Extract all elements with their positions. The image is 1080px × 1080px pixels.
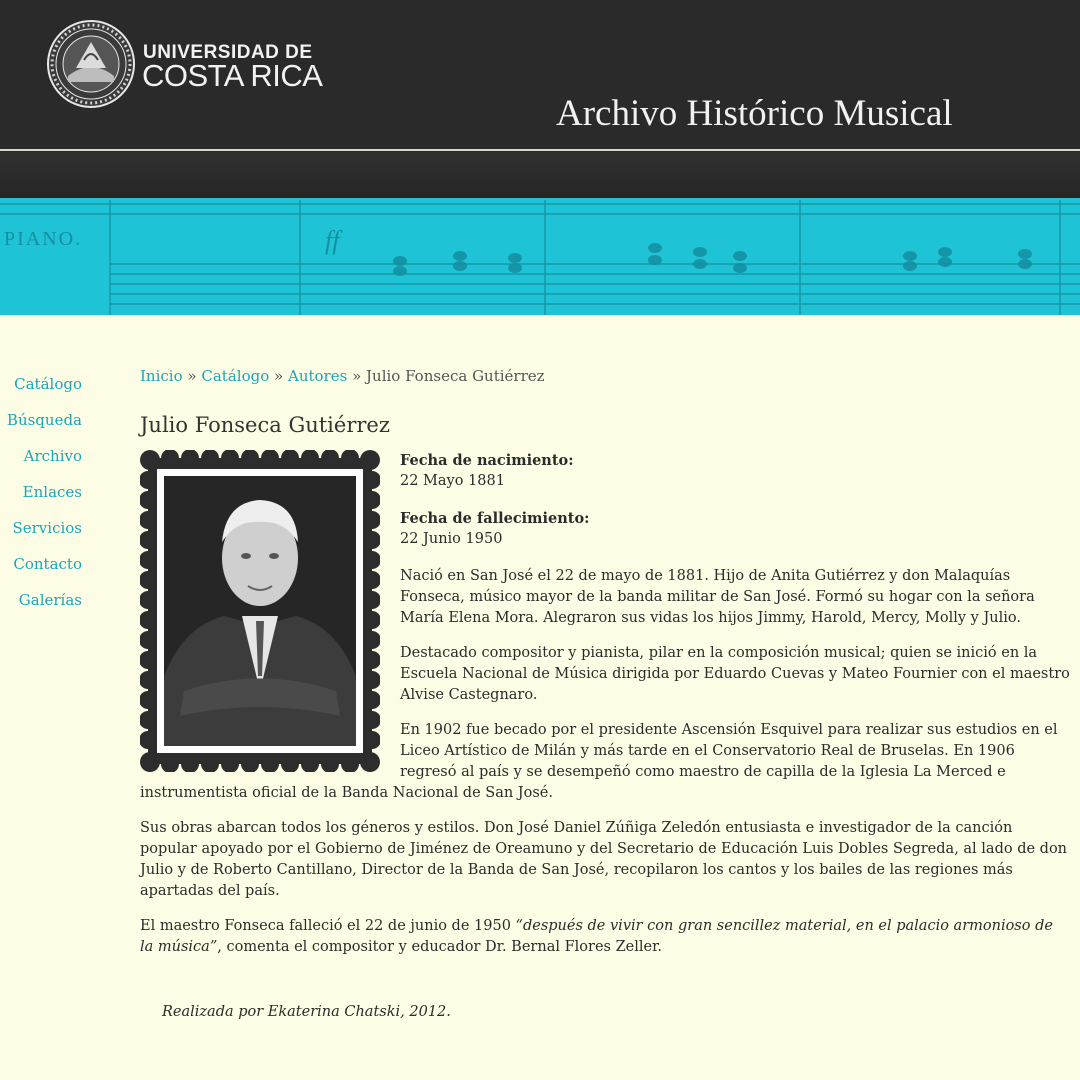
portrait-frame (140, 450, 380, 772)
breadcrumb-autores-link[interactable]: Autores (287, 367, 348, 385)
article-body (140, 450, 1070, 958)
composer-portrait-photo (164, 476, 356, 746)
birth-date-value: 22 Mayo 1881 (400, 473, 505, 489)
breadcrumb-inicio-link[interactable]: Inicio (140, 367, 183, 385)
bio-quote: “después de vivir con gran sencillez material, en el palacio armonioso de la música” (140, 918, 1053, 955)
page-title: Julio Fonseca Gutiérrez (140, 413, 390, 437)
university-name-line2[interactable]: COSTA RICA (142, 58, 323, 93)
bio-paragraph-4: Sus obras abarcan todos los géneros y estilos. Don José Daniel Zúñiga Zeledón entusiasta e investigador de la canción popular apoyado por el Gobierno de Jiménez de Oreamuno y del Secretario de Educación Luis Dobles Segreda, al lado de don Julio y de Roberto Cantillano, Director de la Banda de San José, recopilaron los cantos y los bailes de las regiones más apartadas del país. (140, 820, 1068, 899)
sidebar-item-busqueda[interactable]: Búsqueda (6, 411, 82, 429)
banner-piano-text: PIANO. (4, 228, 83, 250)
sheet-music-banner (0, 198, 1080, 315)
birth-date-label: Fecha de nacimiento: (400, 452, 574, 469)
sidebar-item-galerias[interactable]: Galerías (18, 591, 82, 609)
sidebar-item-archivo[interactable]: Archivo (23, 447, 82, 465)
breadcrumb-separator: » (274, 367, 284, 385)
death-date-value: 22 Junio 1950 (400, 531, 503, 547)
bio-paragraph-1: Nació en San José el 22 de mayo de 1881. Hijo de Anita Gutiérrez y don Malaquías Fonseca, músico mayor de la banda militar de San José. Formó su hogar con la señora María Elena Mora. Alegraron sus vidas los hijos Jimmy, Harold, Mercy, Molly y Julio. (400, 568, 1035, 626)
sidebar-nav (0, 366, 82, 618)
sidebar-item-catalogo[interactable]: Catálogo (14, 375, 82, 393)
sidebar-item-servicios[interactable]: Servicios (12, 519, 82, 537)
breadcrumb-separator: » (187, 367, 197, 385)
university-name-line1[interactable]: UNIVERSIDAD DE (143, 42, 313, 63)
main-content (140, 366, 1070, 972)
breadcrumb-separator: » (352, 367, 362, 385)
footer-credit: Realizada por Ekaterina Chatski, 2012. (162, 1004, 451, 1020)
death-date-label: Fecha de fallecimiento: (400, 510, 590, 527)
breadcrumb-current: Julio Fonseca Gutiérrez (366, 367, 545, 385)
sidebar-item-contacto[interactable]: Contacto (13, 555, 82, 573)
university-seal-icon[interactable] (46, 18, 136, 110)
sidebar-item-enlaces[interactable]: Enlaces (22, 483, 82, 501)
bio-paragraph-5-start: El maestro Fonseca falleció el 22 de junio de 1950 (140, 918, 516, 934)
bio-paragraph-5 (140, 916, 1070, 958)
bio-paragraph-5-end: , comenta el compositor y educador Dr. Bernal Flores Zeller. (217, 939, 663, 955)
breadcrumb-catalogo-link[interactable]: Catálogo (201, 367, 270, 385)
site-header (0, 0, 1080, 152)
site-title: Archivo Histórico Musical (556, 93, 953, 134)
header-band (0, 152, 1080, 198)
breadcrumb (140, 366, 1070, 386)
bio-paragraph-2: Destacado compositor y pianista, pilar en la composición musical; quien se inició en la Escuela Nacional de Música dirigida por Eduardo Cuevas y Mateo Fournier con el maestro Alvise Castegnaro. (400, 645, 1070, 703)
banner-dynamic-text: ff (325, 226, 340, 255)
sheet-music-image (0, 198, 1080, 315)
bio-paragraph-3: En 1902 fue becado por el presidente Ascensión Esquivel para realizar sus estudios en el Liceo Artístico de Milán y más tarde en el Conservatorio Real de Bruselas. En 1906 regresó al país y se desempeñó como maestro de capilla de la Iglesia La Merced e instrumentista oficial de la Banda Nacional de San José. (140, 722, 1058, 801)
header-divider (0, 149, 1080, 151)
